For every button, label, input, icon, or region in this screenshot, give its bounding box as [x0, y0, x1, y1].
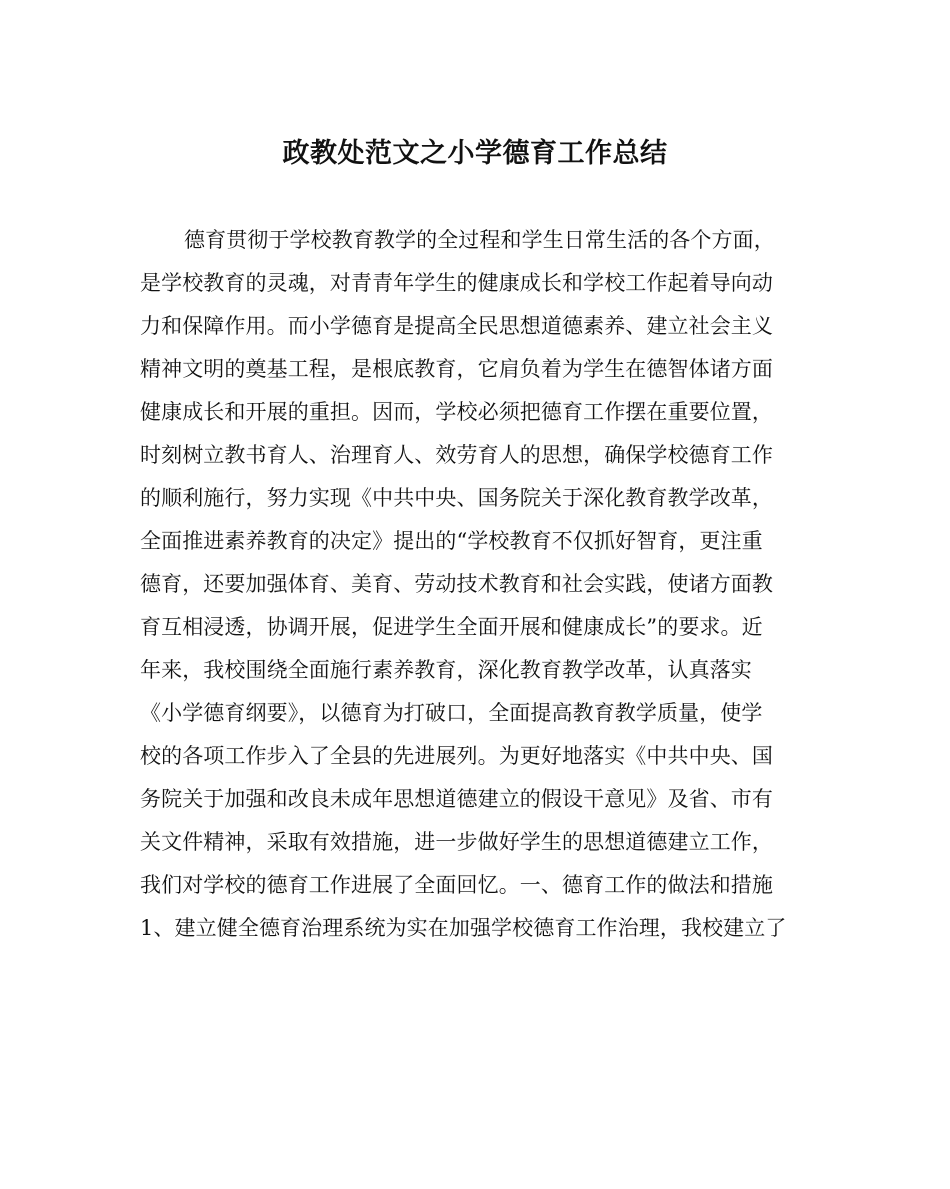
- body-line-2: 是学校教育的灵魂，对青青年学生的健康成长和学校工作起着导向动: [140, 271, 773, 295]
- body-line-10: 育互相浸透，协调开展，促进学生全面开展和健康成长”的要求。近: [140, 615, 763, 639]
- body-line-16: 我们对学校的德育工作进展了全面回忆。一、德育工作的做法和措施: [140, 873, 773, 897]
- body-line-15: 关文件精神，采取有效措施，进一步做好学生的思想道德建立工作，: [140, 830, 773, 854]
- body-line-3: 力和保障作用。而小学德育是提高全民思想道德素养、建立社会主义: [140, 314, 773, 338]
- body-line-17: 1、建立健全德育治理系统为实在加强学校德育工作治理，我校建立了: [140, 916, 787, 940]
- body-line-12: 《小学德育纲要》，以德育为打破口，全面提高教育教学质量，使学: [140, 701, 763, 725]
- body-line-13: 校的各项工作步入了全县的先进展列。为更好地落实《中共中央、国: [140, 744, 773, 768]
- body-line-4: 精神文明的奠基工程，是根底教育，它肩负着为学生在德智体诸方面: [140, 357, 773, 381]
- document-title: 政教处范文之小学德育工作总结: [282, 138, 668, 169]
- body-line-11: 年来，我校围绕全面施行素养教育，深化教育教学改革，认真落实: [140, 658, 752, 682]
- body-line-14: 务院关于加强和改良未成年思想道德建立的假设干意见》及省、市有: [140, 787, 773, 811]
- body-line-1: 德育贯彻于学校教育教学的全过程和学生日常生活的各个方面，: [184, 228, 775, 252]
- body-line-7: 的顺利施行，努力实现《中共中央、国务院关于深化教育教学改革，: [140, 486, 773, 510]
- body-line-6: 时刻树立教书育人、治理育人、效劳育人的思想，确保学校德育工作: [140, 443, 773, 467]
- body-line-8: 全面推进素养教育的决定》提出的“学校教育不仅抓好智育，更注重: [140, 529, 763, 553]
- body-line-9: 德育，还要加强体育、美育、劳动技术教育和社会实践，使诸方面教: [140, 572, 773, 596]
- body-line-5: 健康成长和开展的重担。因而，学校必须把德育工作摆在重要位置，: [140, 400, 773, 424]
- document-body: [140, 219, 820, 950]
